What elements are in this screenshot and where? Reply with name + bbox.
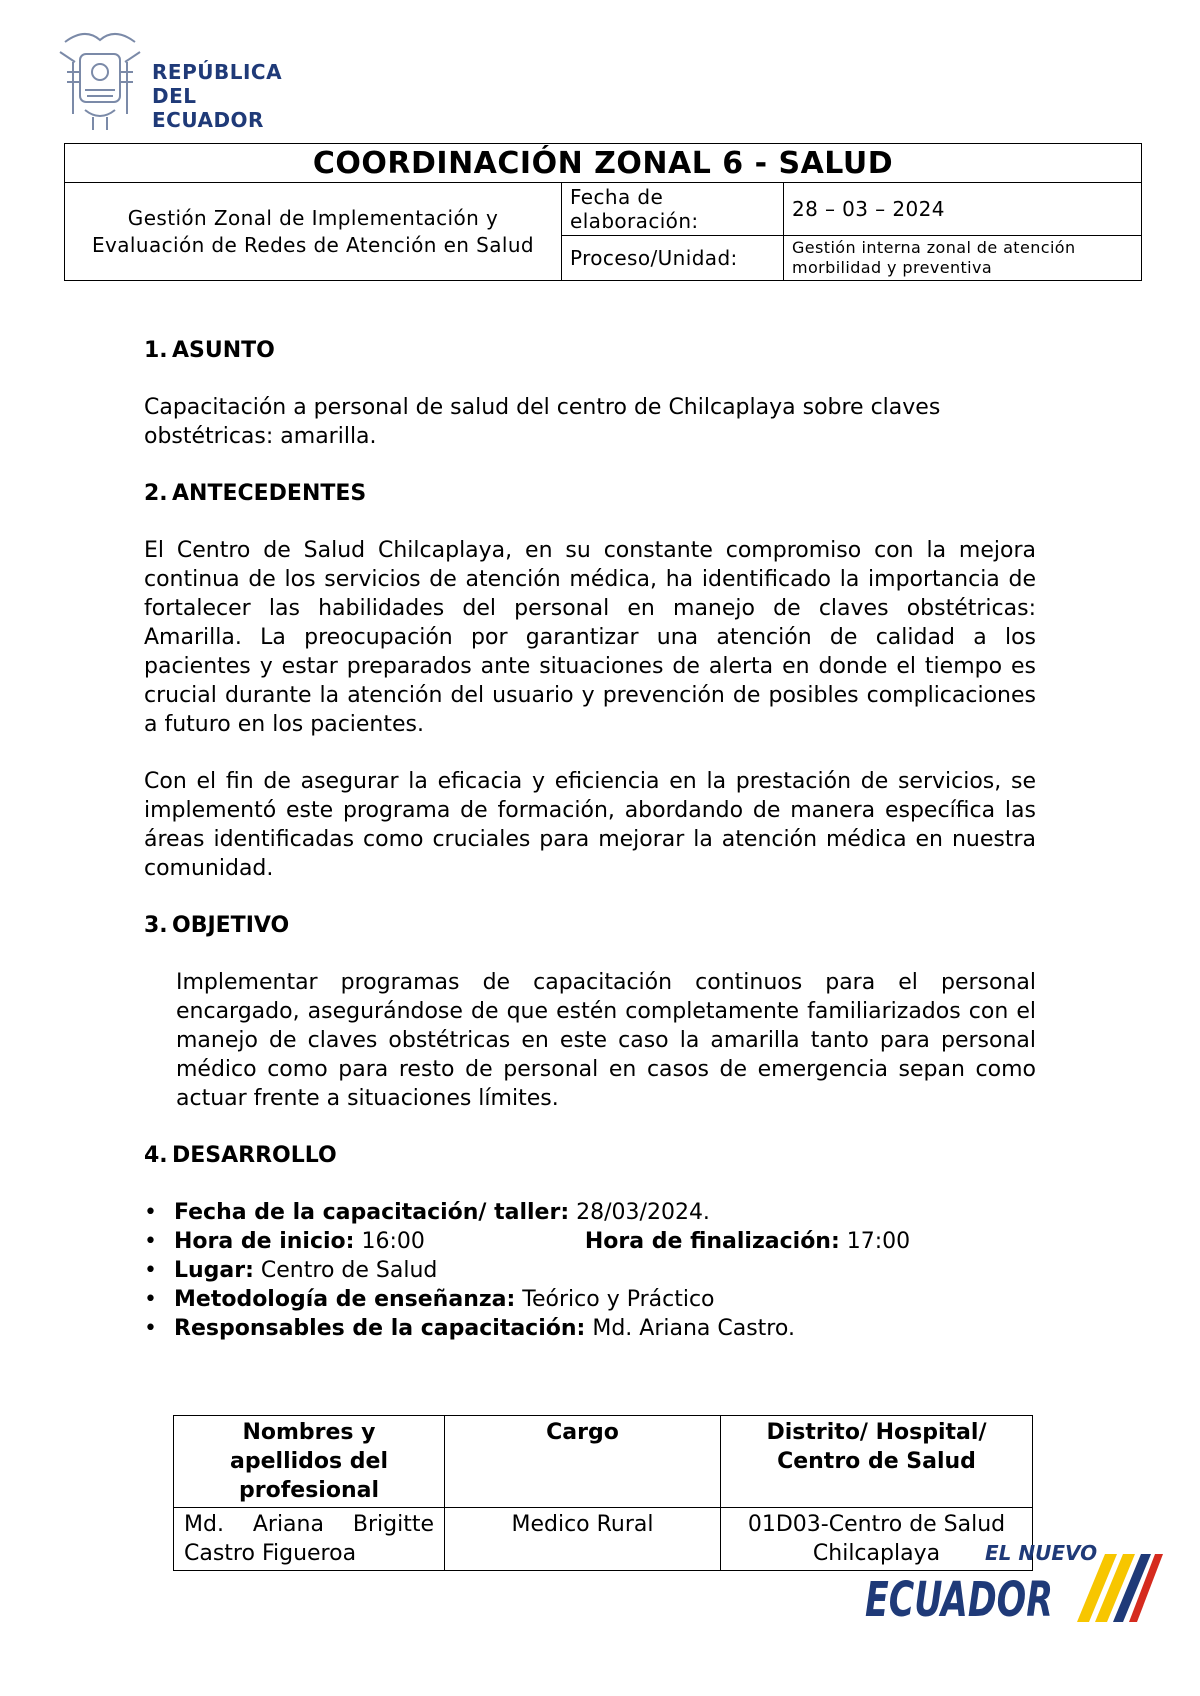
el-nuevo-ecuador-logo xyxy=(865,1540,1165,1626)
bullet-icon: • xyxy=(144,1258,157,1283)
list-item: • Lugar: Centro de Salud xyxy=(144,1258,438,1283)
document-header-table xyxy=(64,143,1142,281)
bullet-icon: • xyxy=(144,1200,157,1225)
section-heading-desarrollo: 4. DESARROLLO xyxy=(144,1143,337,1168)
unit-name: Gestión Zonal de Implementación y Evaluación de Redes de Atención en Salud xyxy=(65,183,562,281)
list-item: • Metodología de enseñanza: Teórico y Práctico xyxy=(144,1287,715,1312)
antecedentes-paragraph-2: Con el fin de asegurar la eficacia y eficiencia en la prestación de servicios, se implementó este programa de formación, abordando de manera específica las áreas identificadas como cruciales para mejorar la atención médica en nuestra comunidad. xyxy=(144,769,1036,881)
logo-ecuador-text: ECUADOR xyxy=(865,1572,1053,1626)
republica-ecuador-wordmark xyxy=(152,60,285,132)
objetivo-text: Implementar programas de capacitación continuos para el personal encargado, asegurándose de que estén completamente familiarizados con el manejo de claves obstétricas en este caso la amarilla tanto para personal médico como para resto de personal en casos de emergencia sepan como actuar frente a situaciones límites. xyxy=(176,970,1036,1111)
section-heading-objetivo: 3. OBJETIVO xyxy=(144,913,290,938)
document-title: COORDINACIÓN ZONAL 6 - SALUD xyxy=(65,144,1142,183)
date-value: 28 – 03 – 2024 xyxy=(784,183,1142,236)
bullet-icon: • xyxy=(144,1287,157,1312)
document-body xyxy=(144,336,1036,1343)
staff-header-distrito: Distrito/ Hospital/ Centro de Salud xyxy=(721,1416,1033,1508)
process-label: Proceso/Unidad: xyxy=(562,236,784,281)
list-item: • Responsables de la capacitación: Md. Ariana Castro. xyxy=(144,1316,795,1341)
staff-header-cargo: Cargo xyxy=(445,1416,721,1508)
date-label: Fecha de elaboración: xyxy=(562,183,784,236)
bullet-icon: • xyxy=(144,1229,157,1254)
desarrollo-list xyxy=(144,1198,1036,1343)
staff-cell-cargo: Medico Rural xyxy=(445,1508,721,1571)
logo-line-1: REPÚBLICA xyxy=(152,60,283,84)
asunto-text: Capacitación a personal de salud del centro de Chilcaplaya sobre claves obstétricas: amarilla. xyxy=(144,395,941,449)
process-value: Gestión interna zonal de atención morbilidad y preventiva xyxy=(784,236,1142,281)
el-nuevo-ecuador-icon xyxy=(865,1540,1165,1626)
staff-cell-distrito: 01D03-Centro de Salud Chilcaplaya xyxy=(721,1508,1033,1571)
list-item: • Hora de inicio: 16:00 Hora de finalización: 17:00 xyxy=(144,1229,911,1254)
list-item: • Fecha de la capacitación/ taller: 28/03/2024. xyxy=(144,1200,710,1225)
logo-el-nuevo-text: EL NUEVO xyxy=(985,1541,1098,1565)
bullet-icon: • xyxy=(144,1316,157,1341)
section-heading-antecedentes: 2. ANTECEDENTES xyxy=(144,481,367,506)
section-heading-asunto: 1. ASUNTO xyxy=(144,338,275,363)
coat-of-arms-icon xyxy=(55,22,145,132)
staff-header-name: Nombres y apellidos del profesional xyxy=(174,1416,445,1508)
logo-line-2: DEL ECUADOR xyxy=(152,84,264,132)
antecedentes-paragraph-1: El Centro de Salud Chilcaplaya, en su constante compromiso con la mejora continua de los servicios de atención médica, ha identificado la importancia de fortalecer las habilidades del personal en manejo de claves obstétricas: Amarilla. La preocupación por garantizar una atención de calidad a los pacientes y estar preparados ante situaciones de alerta en donde el tiempo es crucial durante la atención del usuario y prevención de posibles complicaciones a futuro en los pacientes. xyxy=(144,538,1036,737)
staff-cell-name: Md. Ariana Brigitte Castro Figueroa xyxy=(174,1508,445,1571)
republica-ecuador-logo xyxy=(55,22,285,132)
